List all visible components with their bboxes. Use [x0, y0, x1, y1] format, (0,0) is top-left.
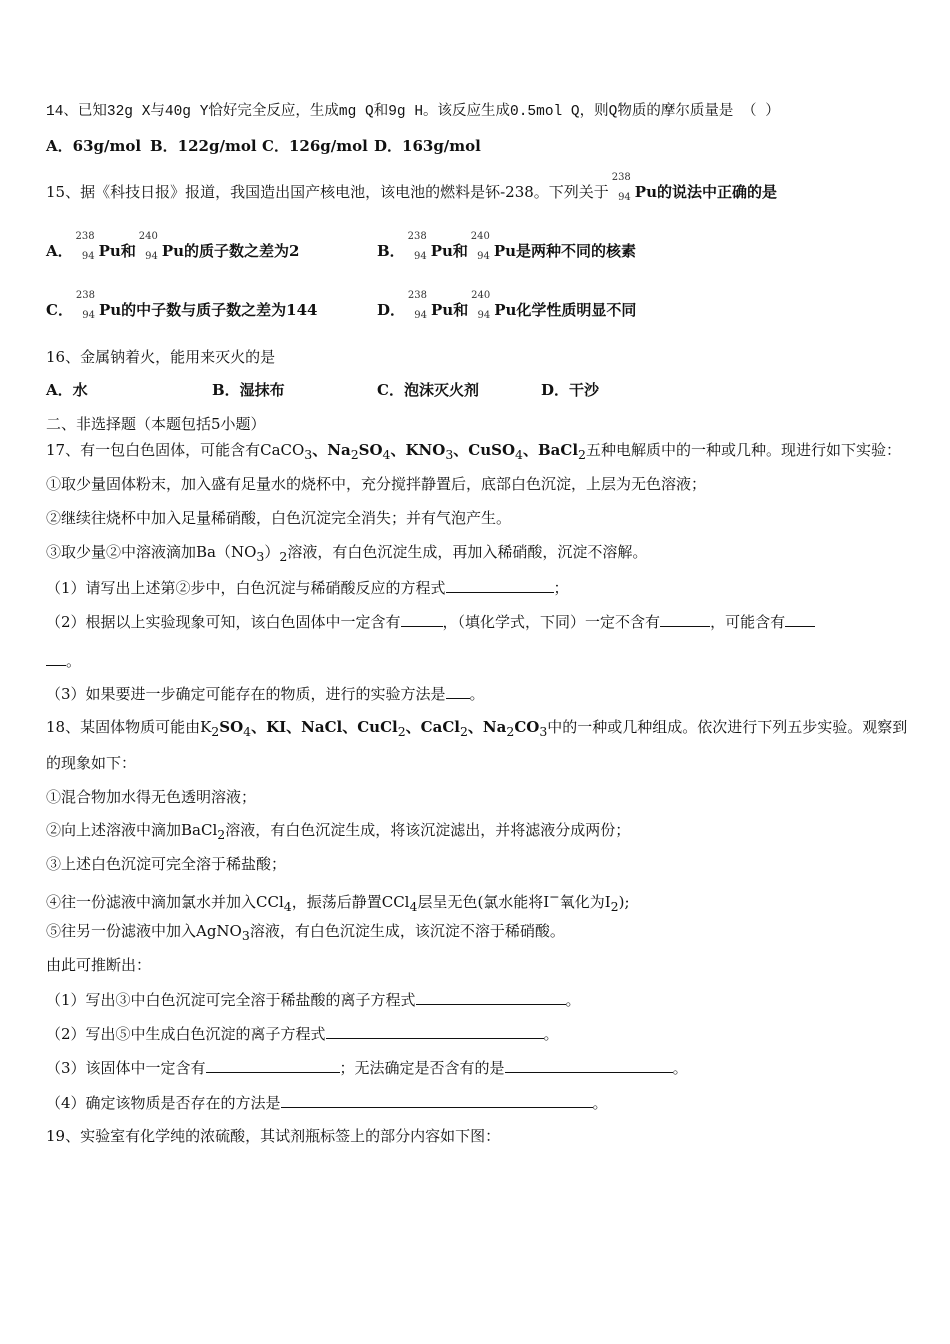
q14-option-c: C．126g/mol: [262, 137, 368, 155]
q15-option-c: C． 238 94 Pu的中子数与质子数之差为144: [46, 290, 318, 321]
q18-stem-2: 的现象如下：: [46, 754, 137, 772]
q18-step-3: ③上述白色沉淀可完全溶于稀盐酸；: [46, 855, 287, 873]
answer-blank[interactable]: [206, 1057, 340, 1073]
q18-stem: 18、某固体物质可能由$K_2SO_4$、KI、NaCl、CuCl$_2$、CaCl$_2$、$Na_2CO_3$中的一种或几种组成。依次进行下列五步实验。观察到: [46, 718, 908, 739]
q17-step-2: ②继续往烧杯中加入足量稀硝酸，白色沉淀完全消失；并有气泡产生。: [46, 509, 512, 527]
q17-step-1: ①取少量固体粉末，加入盛有足量水的烧杯中，充分搅拌静置后，底部白色沉淀，上层为无色溶液；: [46, 475, 707, 493]
answer-blank[interactable]: [416, 989, 566, 1005]
q17-stem: 17、有一包白色固体，可能含有CaCO$_3$、$Na_2SO_4$、$KNO_3$、CuSO$_4$、BaCl$_2$五种电解质中的一种或几种。现进行如下实验：: [46, 441, 901, 462]
answer-blank[interactable]: [785, 611, 815, 627]
q17-step-3: ③取少量②中溶液滴加$Ba(NO_3)_2$溶液，有白色沉淀生成，再加入稀硝酸，沉淀不溶解。: [46, 543, 648, 564]
q18-step-2: ②向上述溶液中滴加BaCl$_2$溶液，有白色沉淀生成，将该沉淀滤出，并将滤液分成两份；: [46, 821, 631, 842]
q18-part-1: （1）写出③中白色沉淀可完全溶于稀盐酸的离子方程式 。: [46, 991, 581, 1009]
q17-part-2-cont: 。: [46, 650, 81, 671]
q16-option-b: B．湿抹布: [212, 381, 285, 399]
q14-option-a: A．63g/mol: [46, 137, 142, 155]
q15-option-a: A． 238 94 Pu和 240 94 Pu的质子数之差为2: [46, 231, 300, 262]
answer-blank[interactable]: [446, 577, 554, 593]
q17-part-3: （3）如果要进一步确定可能存在的物质，进行的实验方法是 。: [46, 685, 485, 703]
q15-option-d: D． 238 94 Pu和 240 94 Pu化学性质明显不同: [377, 290, 637, 321]
section-heading: 二、非选择题（本题包括5小题）: [46, 415, 266, 433]
answer-blank[interactable]: [281, 1092, 593, 1108]
answer-blank[interactable]: [401, 611, 443, 627]
q18-step-1: ①混合物加水得无色透明溶液；: [46, 788, 257, 806]
answer-blank[interactable]: [46, 650, 66, 666]
answer-blank[interactable]: [326, 1023, 544, 1039]
pu238-nuclide: 238 94: [611, 172, 631, 203]
q18-part-3: （3）该固体中一定含有 ；无法确定是否含有的是 。: [46, 1059, 688, 1077]
q17-part-1: （1）请写出上述第②步中，白色沉淀与稀硝酸反应的方程式 ；: [46, 579, 569, 597]
q16-option-d: D．干沙: [541, 381, 600, 399]
q18-part-4: （4）确定该物质是否存在的方法是 。: [46, 1094, 608, 1112]
q14-stem: 14、已知32g X与40g Y恰好完全反应，生成mg Q和9g H。该反应生成0.5mol Q，则Q物质的摩尔质量是 （ ）: [46, 104, 780, 120]
q14-option-d: D．163g/mol: [374, 137, 481, 155]
q18-step-4: ④往一份滤液中滴加氯水并加入CCl$_4$，振荡后静置CCl$_4$层呈无色(氯水能将I−氧化为$I_2$);: [46, 889, 630, 914]
q14-option-b: B．122g/mol: [150, 137, 257, 155]
answer-blank[interactable]: [505, 1057, 673, 1073]
q18-infer: 由此可推断出：: [46, 956, 152, 974]
q15-stem: 15、据《科技日报》报道，我国造出国产核电池，该电池的燃料是钚-238。下列关于 238 94 Pu的说法中正确的是: [46, 172, 777, 203]
q16-option-c: C．泡沫灭火剂: [377, 381, 479, 399]
q16-stem: 16、金属钠着火，能用来灭火的是: [46, 348, 276, 366]
q16-option-a: A．水: [46, 381, 88, 399]
answer-blank[interactable]: [446, 683, 470, 699]
q19-stem: 19、实验室有化学纯的浓硫酸，其试剂瓶标签上的部分内容如下图：: [46, 1127, 501, 1145]
answer-blank[interactable]: [660, 611, 710, 627]
q18-part-2: （2）写出⑤中生成白色沉淀的离子方程式 。: [46, 1025, 559, 1043]
q18-step-5: ⑤往另一份滤液中加入AgNO$_3$溶液，有白色沉淀生成，该沉淀不溶于稀硝酸。: [46, 922, 565, 943]
q17-part-2: （2）根据以上实验现象可知，该白色固体中一定含有 ，（填化学式，下同）一定不含有 ，可能含有: [46, 611, 815, 632]
q15-option-b: B． 238 94 Pu和 240 94 Pu是两种不同的核素: [377, 231, 637, 262]
